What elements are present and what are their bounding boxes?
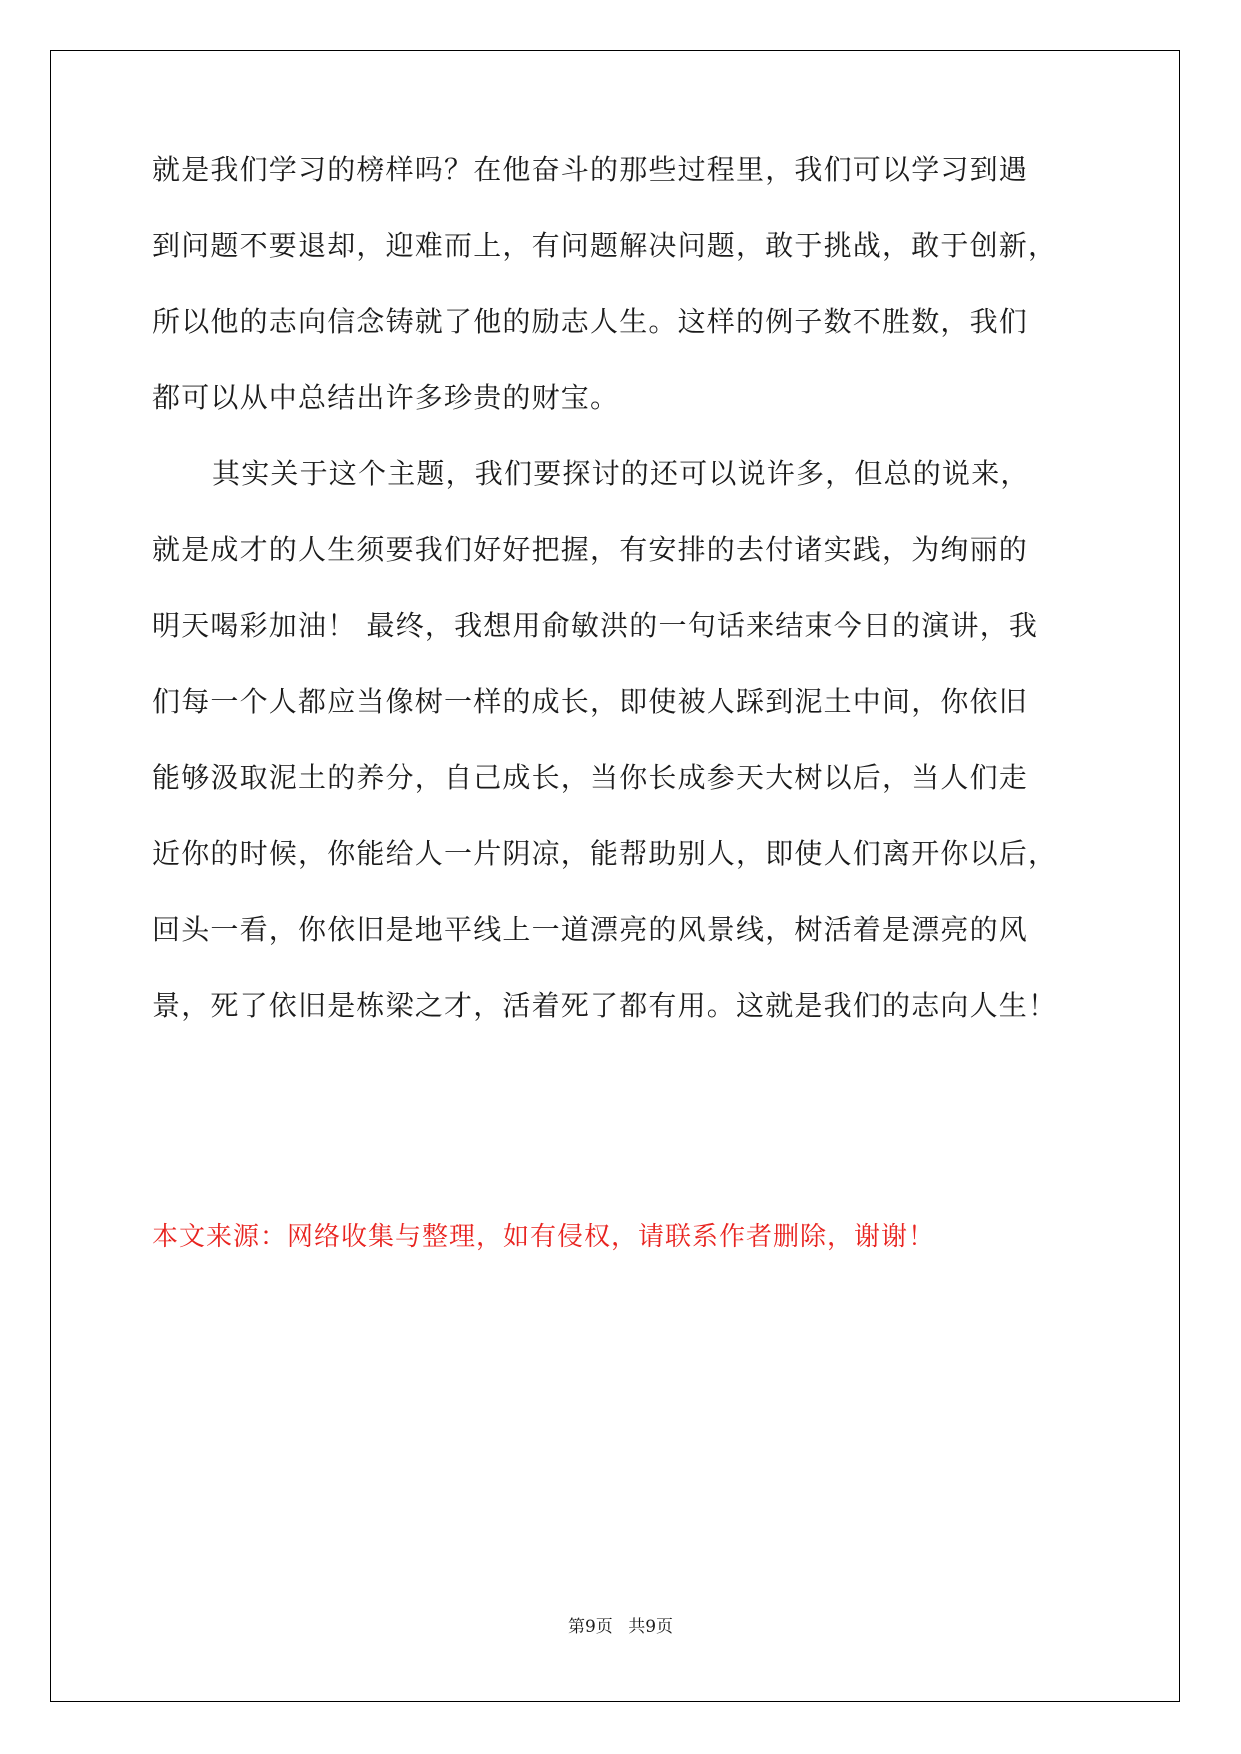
page-border (50, 50, 1180, 1702)
body-line-8: 们每一个人都应当像树一样的成长，即使被人踩到泥土中间，你依旧 (152, 685, 1029, 718)
body-line-11: 回头一看，你依旧是地平线上一道漂亮的风景线，树活着是漂亮的风 (152, 913, 1029, 946)
body-line-7: 明天喝彩加油！ 最终，我想用俞敏洪的一句话来结束今日的演讲，我 (152, 609, 1039, 642)
body-line-4: 都可以从中总结出许多珍贵的财宝。 (152, 381, 620, 414)
body-line-5-paragraph-start: 其实关于这个主题，我们要探讨的还可以说许多，但总的说来， (212, 457, 1030, 490)
body-line-10: 近你的时候，你能给人一片阴凉，能帮助别人，即使人们离开你以后， (152, 837, 1058, 870)
body-line-1: 就是我们学习的榜样吗？在他奋斗的那些过程里，我们可以学习到遇 (152, 153, 1029, 186)
body-line-12: 景，死了依旧是栋梁之才，活着死了都有用。这就是我们的志向人生！ (152, 989, 1058, 1022)
page-number-footer: 第9页 共9页 (567, 1617, 674, 1637)
body-line-6: 就是成才的人生须要我们好好把握，有安排的去付诸实践，为绚丽的 (152, 533, 1029, 566)
body-line-9: 能够汲取泥土的养分，自己成长，当你长成参天大树以后，当人们走 (152, 761, 1029, 794)
body-line-2: 到问题不要退却，迎难而上，有问题解决问题，敢于挑战，敢于创新， (152, 229, 1058, 262)
source-note: 本文来源：网络收集与整理，如有侵权，请联系作者删除，谢谢！ (152, 1222, 936, 1252)
body-line-3: 所以他的志向信念铸就了他的励志人生。这样的例子数不胜数，我们 (152, 305, 1029, 338)
